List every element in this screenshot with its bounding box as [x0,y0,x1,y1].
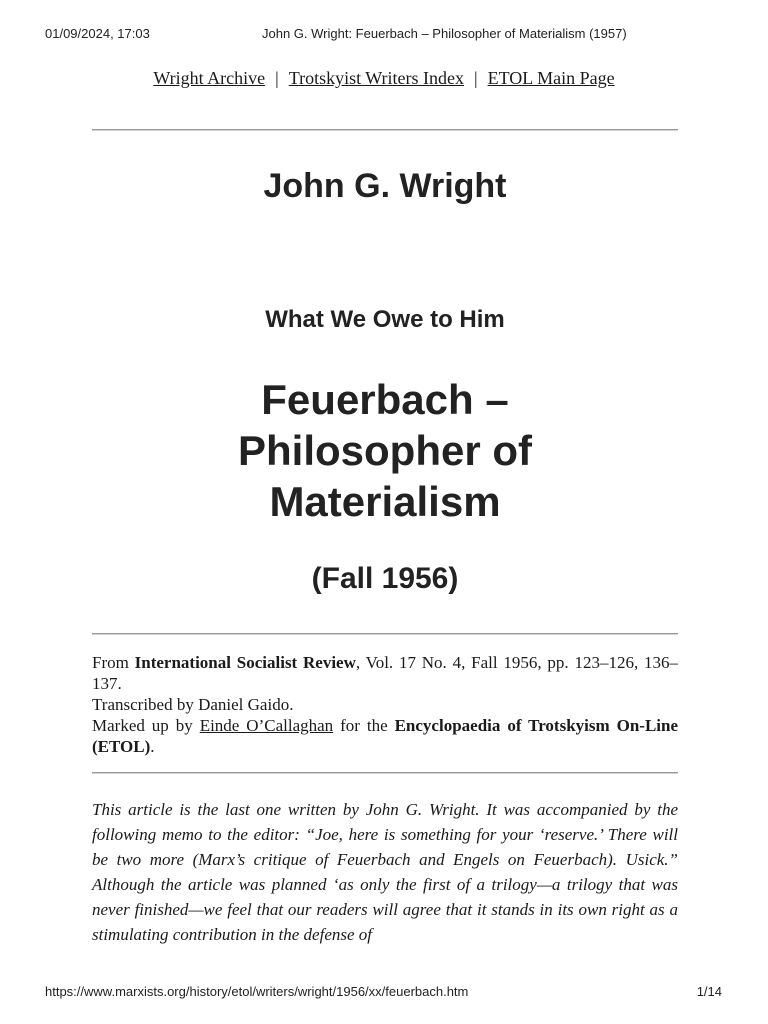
divider [92,129,678,131]
print-footer [0,984,768,1002]
title-line: Feuerbach – [261,376,509,423]
markup-period: . [150,737,155,756]
article-title [92,374,678,527]
markup-connector: for the [333,716,395,735]
journal-name: International Socialist Review [134,653,356,672]
print-url: https://www.marxists.org/history/etol/writers/wright/1956/xx/feuerbach.htm [45,984,469,999]
author-heading: John G. Wright [263,167,507,205]
etol-main-page-link[interactable]: ETOL Main Page [487,68,615,88]
source-citation [92,652,678,694]
citation-details: , Vol. 17 No. 4, Fall 1956, pp. 123–126, 136–137. [92,653,679,693]
print-datetime: 01/09/2024, 17:03 [45,26,150,41]
nav-separator: | [474,68,478,88]
markup-credit [92,715,678,757]
wright-archive-link[interactable]: Wright Archive [153,68,266,88]
etol-name: Encyclopaedia of Trotskyism On-Line (ETOL) [92,716,679,756]
nav-separator: | [275,68,279,88]
source-from-label: From [92,653,135,672]
print-document-title: John G. Wright: Feuerbach – Philosopher of Materialism (1957) [262,26,627,41]
title-line: Philosopher of [238,427,532,474]
article-subtitle: What We Owe to Him [265,306,505,333]
article-date: (Fall 1956) [311,562,459,595]
divider [92,772,678,774]
trotskyist-writers-index-link[interactable]: Trotskyist Writers Index [288,68,465,88]
intro-paragraph: This article is the last one written by John G. Wright. It was accompanied by the following memo to the editor: “Joe, here is something for your ‘reserve.’ There will be two more (Marx’s critique of Feuerbach and Engels on Feuerbach). Usick.” Although the article was planned ‘as only the first of a trilogy—a trilogy that was never finished—we feel that our readers will agree that it stands in its own right as a stimulating contribution in the defense of [92,800,678,944]
markup-label: Marked up by [92,716,200,735]
title-line: Materialism [269,478,501,525]
top-navigation [120,68,648,89]
divider [92,633,678,635]
print-header [0,26,768,44]
page-number: 1/14 [696,984,722,999]
transcription-credit: Transcribed by Daniel Gaido. [92,695,294,714]
source-info [92,652,678,757]
einde-ocallaghan-link[interactable]: Einde O’Callaghan [199,716,334,735]
